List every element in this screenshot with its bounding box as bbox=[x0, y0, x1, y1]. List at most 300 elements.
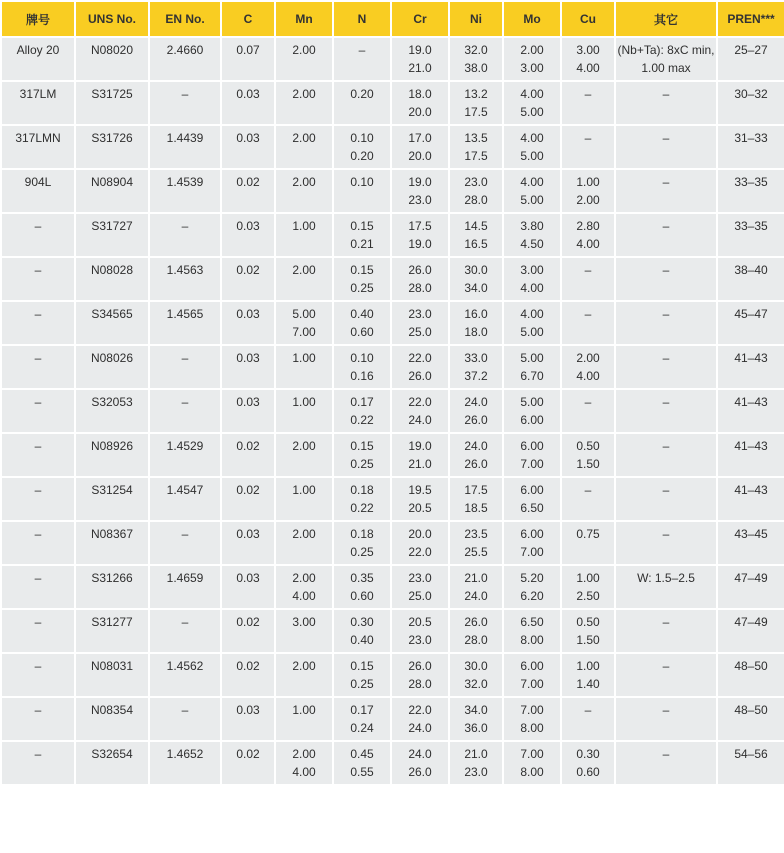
cell-value: 6.50 bbox=[520, 501, 544, 515]
cell-value: 0.22 bbox=[350, 413, 374, 427]
cell-value: 4.00 bbox=[520, 175, 544, 189]
cell-value: 0.02 bbox=[236, 263, 260, 277]
table-cell bbox=[616, 346, 716, 388]
cell-value: 19.0 bbox=[408, 43, 432, 57]
cell-value: 1.4565 bbox=[166, 307, 204, 321]
table-cell bbox=[150, 390, 220, 432]
cell-value: 24.0 bbox=[464, 439, 488, 453]
table-cell bbox=[616, 610, 716, 652]
cell-value: 5.20 bbox=[520, 571, 544, 585]
cell-value: 8.00 bbox=[520, 721, 544, 735]
table-row bbox=[2, 610, 784, 652]
table-cell bbox=[504, 390, 560, 432]
table-cell bbox=[450, 170, 502, 212]
table-cell bbox=[150, 170, 220, 212]
table-cell bbox=[616, 170, 716, 212]
cell-value: 38–40 bbox=[734, 263, 768, 277]
cell-value: 23.0 bbox=[408, 193, 432, 207]
cell-value: 0.60 bbox=[350, 589, 374, 603]
cell-value: 5.00 bbox=[520, 325, 544, 339]
cell-value: – bbox=[34, 483, 42, 497]
table-cell bbox=[150, 434, 220, 476]
table-row bbox=[2, 302, 784, 344]
cell-value: 5.00 bbox=[520, 105, 544, 119]
table-cell bbox=[2, 566, 74, 608]
cell-value: 2.00 bbox=[292, 263, 316, 277]
cell-value: 28.0 bbox=[464, 193, 488, 207]
column-header: Mo bbox=[504, 2, 560, 36]
cell-value: 31–33 bbox=[734, 131, 768, 145]
cell-value: 0.45 bbox=[350, 747, 374, 761]
cell-value: 33.0 bbox=[464, 351, 488, 365]
cell-value: 0.24 bbox=[350, 721, 374, 735]
cell-value: – bbox=[662, 175, 670, 189]
cell-value: 5.00 bbox=[520, 351, 544, 365]
cell-value: 23.0 bbox=[408, 633, 432, 647]
cell-value: 1.4659 bbox=[166, 571, 204, 585]
cell-value: 54–56 bbox=[734, 747, 768, 761]
cell-value: 0.15 bbox=[350, 439, 374, 453]
cell-value: – bbox=[662, 87, 670, 101]
cell-value: 0.16 bbox=[350, 369, 374, 383]
table-cell bbox=[2, 214, 74, 256]
table-cell bbox=[504, 214, 560, 256]
cell-value: 0.02 bbox=[236, 659, 260, 673]
cell-value: 1.4529 bbox=[166, 439, 204, 453]
table-cell bbox=[616, 38, 716, 80]
cell-value: 0.10 bbox=[350, 175, 374, 189]
table-cell bbox=[392, 214, 448, 256]
cell-value: 1.4539 bbox=[166, 175, 204, 189]
table-row bbox=[2, 434, 784, 476]
cell-value: 24.0 bbox=[408, 747, 432, 761]
table-cell bbox=[150, 610, 220, 652]
cell-value: 18.0 bbox=[464, 325, 488, 339]
table-row bbox=[2, 214, 784, 256]
cell-value: 2.00 bbox=[292, 175, 316, 189]
table-cell bbox=[718, 126, 784, 168]
cell-value: N08026 bbox=[90, 351, 134, 365]
cell-value: 317LMN bbox=[15, 131, 61, 145]
table-cell bbox=[222, 478, 274, 520]
table-cell bbox=[562, 478, 614, 520]
table-cell bbox=[150, 478, 220, 520]
cell-value: – bbox=[181, 703, 189, 717]
cell-value: – bbox=[181, 219, 189, 233]
cell-value: 3.00 bbox=[292, 615, 316, 629]
cell-value: 36.0 bbox=[464, 721, 488, 735]
cell-value: 20.0 bbox=[408, 527, 432, 541]
cell-value: – bbox=[662, 483, 670, 497]
cell-value: 0.17 bbox=[350, 395, 374, 409]
table-cell bbox=[450, 346, 502, 388]
cell-value: – bbox=[34, 351, 42, 365]
table-cell bbox=[562, 346, 614, 388]
table-row bbox=[2, 170, 784, 212]
table-cell bbox=[504, 742, 560, 784]
cell-value: 24.0 bbox=[408, 721, 432, 735]
cell-value: 16.0 bbox=[464, 307, 488, 321]
table-cell bbox=[504, 434, 560, 476]
cell-value: 0.02 bbox=[236, 747, 260, 761]
table-cell bbox=[222, 170, 274, 212]
table-cell bbox=[718, 522, 784, 564]
table-cell bbox=[616, 258, 716, 300]
cell-value: – bbox=[662, 439, 670, 453]
table-cell bbox=[718, 610, 784, 652]
table-row bbox=[2, 390, 784, 432]
cell-value: 23.0 bbox=[464, 765, 488, 779]
table-cell bbox=[504, 610, 560, 652]
cell-value: S31277 bbox=[91, 615, 133, 629]
cell-value: – bbox=[181, 615, 189, 629]
column-header: C bbox=[222, 2, 274, 36]
table-cell bbox=[222, 390, 274, 432]
cell-value: W: 1.5–2.5 bbox=[637, 571, 695, 585]
cell-value: 0.03 bbox=[236, 571, 260, 585]
cell-value: 28.0 bbox=[464, 633, 488, 647]
table-cell bbox=[150, 522, 220, 564]
cell-value: – bbox=[34, 307, 42, 321]
table-cell bbox=[392, 654, 448, 696]
table-cell bbox=[2, 170, 74, 212]
cell-value: 4.00 bbox=[520, 307, 544, 321]
table-cell bbox=[276, 302, 332, 344]
table-cell bbox=[392, 126, 448, 168]
table-cell bbox=[150, 654, 220, 696]
table-cell bbox=[150, 566, 220, 608]
table-cell bbox=[450, 478, 502, 520]
cell-value: – bbox=[584, 483, 592, 497]
table-cell bbox=[334, 522, 390, 564]
cell-value: 4.00 bbox=[292, 765, 316, 779]
table-cell bbox=[718, 698, 784, 740]
cell-value: 14.5 bbox=[464, 219, 488, 233]
cell-value: 0.03 bbox=[236, 219, 260, 233]
cell-value: 34.0 bbox=[464, 281, 488, 295]
cell-value: 0.17 bbox=[350, 703, 374, 717]
column-header: N bbox=[334, 2, 390, 36]
cell-value: 22.0 bbox=[408, 395, 432, 409]
table-cell bbox=[334, 434, 390, 476]
table-cell bbox=[392, 522, 448, 564]
cell-value: – bbox=[662, 703, 670, 717]
table-cell bbox=[222, 522, 274, 564]
table-cell bbox=[392, 742, 448, 784]
cell-value: 8.00 bbox=[520, 765, 544, 779]
cell-value: – bbox=[584, 307, 592, 321]
table-cell bbox=[562, 610, 614, 652]
table-cell bbox=[222, 566, 274, 608]
cell-value: 28.0 bbox=[408, 677, 432, 691]
table-cell bbox=[450, 742, 502, 784]
cell-value: 1.00 bbox=[576, 571, 600, 585]
table-cell bbox=[504, 478, 560, 520]
table-cell bbox=[718, 742, 784, 784]
cell-value: 0.18 bbox=[350, 527, 374, 541]
cell-value: 0.02 bbox=[236, 439, 260, 453]
table-cell bbox=[76, 478, 148, 520]
cell-value: 1.00 bbox=[292, 219, 316, 233]
table-cell bbox=[150, 698, 220, 740]
cell-value: 41–43 bbox=[734, 395, 768, 409]
table-cell bbox=[2, 610, 74, 652]
cell-value: 317LM bbox=[19, 87, 57, 101]
table-cell bbox=[450, 38, 502, 80]
cell-value: 0.60 bbox=[350, 325, 374, 339]
table-cell bbox=[718, 258, 784, 300]
table-cell bbox=[450, 698, 502, 740]
table-cell bbox=[562, 522, 614, 564]
cell-value: 24.0 bbox=[408, 413, 432, 427]
table-cell bbox=[334, 302, 390, 344]
cell-value: – bbox=[662, 659, 670, 673]
cell-value: N08354 bbox=[90, 703, 134, 717]
table-cell bbox=[276, 126, 332, 168]
cell-value: 26.0 bbox=[408, 369, 432, 383]
cell-value: 1.4652 bbox=[166, 747, 204, 761]
table-cell bbox=[334, 170, 390, 212]
cell-value: 6.00 bbox=[520, 413, 544, 427]
cell-value: 6.00 bbox=[520, 527, 544, 541]
cell-value: 19.0 bbox=[408, 175, 432, 189]
column-header: Cr bbox=[392, 2, 448, 36]
cell-value: – bbox=[34, 571, 42, 585]
cell-value: 25–27 bbox=[734, 43, 768, 57]
table-cell bbox=[150, 742, 220, 784]
cell-value: S32053 bbox=[91, 395, 133, 409]
cell-value: 48–50 bbox=[734, 659, 768, 673]
cell-value: 0.02 bbox=[236, 175, 260, 189]
cell-value: 0.30 bbox=[576, 747, 600, 761]
cell-value: 30.0 bbox=[464, 659, 488, 673]
cell-value: 4.00 bbox=[292, 589, 316, 603]
cell-value: 4.50 bbox=[520, 237, 544, 251]
table-cell bbox=[392, 698, 448, 740]
table-cell bbox=[392, 82, 448, 124]
cell-value: 1.50 bbox=[576, 457, 600, 471]
cell-value: 28.0 bbox=[408, 281, 432, 295]
table-cell bbox=[276, 346, 332, 388]
table-cell bbox=[450, 566, 502, 608]
cell-value: 13.5 bbox=[464, 131, 488, 145]
cell-value: 22.0 bbox=[408, 703, 432, 717]
cell-value: 1.00 bbox=[576, 659, 600, 673]
cell-value: 1.00 bbox=[292, 395, 316, 409]
cell-value: 0.60 bbox=[576, 765, 600, 779]
cell-value: 25.0 bbox=[408, 325, 432, 339]
table-cell bbox=[504, 38, 560, 80]
cell-value: 18.0 bbox=[408, 87, 432, 101]
table-cell bbox=[222, 698, 274, 740]
table-cell bbox=[616, 698, 716, 740]
cell-value: 0.20 bbox=[350, 87, 374, 101]
cell-value: 22.0 bbox=[408, 545, 432, 559]
table-cell bbox=[2, 82, 74, 124]
table-row bbox=[2, 478, 784, 520]
cell-value: 2.80 bbox=[576, 219, 600, 233]
column-header: 牌号 bbox=[2, 2, 74, 36]
cell-value: 18.5 bbox=[464, 501, 488, 515]
cell-value: – bbox=[584, 263, 592, 277]
cell-value: 16.5 bbox=[464, 237, 488, 251]
cell-value: 1.00 bbox=[292, 483, 316, 497]
table-cell bbox=[616, 126, 716, 168]
table-cell bbox=[2, 258, 74, 300]
table-cell bbox=[616, 390, 716, 432]
cell-value: 1.00 max bbox=[641, 61, 691, 75]
cell-value: 21.0 bbox=[464, 747, 488, 761]
cell-value: (Nb+Ta): 8xC min, bbox=[617, 43, 715, 57]
cell-value: N08367 bbox=[90, 527, 134, 541]
column-header: EN No. bbox=[150, 2, 220, 36]
column-header: Ni bbox=[450, 2, 502, 36]
cell-value: 0.18 bbox=[350, 483, 374, 497]
cell-value: – bbox=[34, 219, 42, 233]
cell-value: 1.00 bbox=[576, 175, 600, 189]
cell-value: 33–35 bbox=[734, 219, 768, 233]
cell-value: – bbox=[34, 527, 42, 541]
cell-value: – bbox=[34, 747, 42, 761]
cell-value: 2.00 bbox=[292, 439, 316, 453]
cell-value: 7.00 bbox=[520, 703, 544, 717]
table-cell bbox=[334, 566, 390, 608]
table-cell bbox=[76, 258, 148, 300]
cell-value: – bbox=[34, 263, 42, 277]
cell-value: – bbox=[584, 395, 592, 409]
cell-value: 0.15 bbox=[350, 659, 374, 673]
cell-value: 26.0 bbox=[464, 457, 488, 471]
table-cell bbox=[450, 302, 502, 344]
cell-value: 904L bbox=[24, 175, 52, 189]
cell-value: S32654 bbox=[91, 747, 133, 761]
cell-value: 8.00 bbox=[520, 633, 544, 647]
table-body bbox=[2, 38, 784, 784]
table-row bbox=[2, 38, 784, 80]
table-cell bbox=[222, 38, 274, 80]
table-cell bbox=[616, 214, 716, 256]
cell-value: – bbox=[584, 703, 592, 717]
table-cell bbox=[76, 742, 148, 784]
table-cell bbox=[392, 478, 448, 520]
table-cell bbox=[562, 390, 614, 432]
cell-value: 34.0 bbox=[464, 703, 488, 717]
cell-value: 19.0 bbox=[408, 439, 432, 453]
table-cell bbox=[276, 698, 332, 740]
table-cell bbox=[76, 522, 148, 564]
cell-value: 22.0 bbox=[408, 351, 432, 365]
cell-value: 2.00 bbox=[520, 43, 544, 57]
cell-value: 5.00 bbox=[520, 149, 544, 163]
header-row bbox=[2, 2, 784, 36]
table-cell bbox=[334, 610, 390, 652]
cell-value: 32.0 bbox=[464, 677, 488, 691]
cell-value: 2.00 bbox=[292, 87, 316, 101]
table-cell bbox=[718, 346, 784, 388]
cell-value: 0.25 bbox=[350, 677, 374, 691]
cell-value: 0.30 bbox=[350, 615, 374, 629]
cell-value: 19.5 bbox=[408, 483, 432, 497]
cell-value: 5.00 bbox=[520, 395, 544, 409]
table-cell bbox=[276, 170, 332, 212]
table-cell bbox=[450, 654, 502, 696]
table-cell bbox=[2, 346, 74, 388]
table-cell bbox=[222, 302, 274, 344]
cell-value: S31726 bbox=[91, 131, 133, 145]
cell-value: 20.0 bbox=[408, 105, 432, 119]
column-header: Cu bbox=[562, 2, 614, 36]
cell-value: 7.00 bbox=[520, 747, 544, 761]
table-cell bbox=[334, 126, 390, 168]
column-header: 其它 bbox=[616, 2, 716, 36]
table-cell bbox=[504, 258, 560, 300]
table-cell bbox=[562, 566, 614, 608]
table-cell bbox=[76, 698, 148, 740]
table-cell bbox=[562, 82, 614, 124]
table-cell bbox=[76, 82, 148, 124]
table-row bbox=[2, 346, 784, 388]
cell-value: 20.0 bbox=[408, 149, 432, 163]
cell-value: 0.20 bbox=[350, 149, 374, 163]
table-cell bbox=[2, 742, 74, 784]
cell-value: – bbox=[34, 659, 42, 673]
table-cell bbox=[334, 654, 390, 696]
table-cell bbox=[562, 38, 614, 80]
table-cell bbox=[276, 38, 332, 80]
table-cell bbox=[718, 478, 784, 520]
cell-value: N08926 bbox=[90, 439, 134, 453]
table-cell bbox=[222, 126, 274, 168]
cell-value: 6.50 bbox=[520, 615, 544, 629]
cell-value: 2.00 bbox=[292, 571, 316, 585]
cell-value: 0.15 bbox=[350, 219, 374, 233]
cell-value: 21.0 bbox=[408, 61, 432, 75]
cell-value: 30.0 bbox=[464, 263, 488, 277]
cell-value: 2.00 bbox=[292, 131, 316, 145]
cell-value: 24.0 bbox=[464, 589, 488, 603]
table-cell bbox=[76, 170, 148, 212]
table-cell bbox=[76, 346, 148, 388]
table-cell bbox=[76, 610, 148, 652]
table-cell bbox=[222, 742, 274, 784]
table-row bbox=[2, 82, 784, 124]
cell-value: 32.0 bbox=[464, 43, 488, 57]
cell-value: 0.50 bbox=[576, 615, 600, 629]
cell-value: 0.03 bbox=[236, 703, 260, 717]
table-cell bbox=[616, 302, 716, 344]
table-cell bbox=[450, 434, 502, 476]
table-cell bbox=[222, 610, 274, 652]
table-cell bbox=[334, 742, 390, 784]
table-cell bbox=[562, 434, 614, 476]
cell-value: 6.00 bbox=[520, 659, 544, 673]
table-cell bbox=[616, 478, 716, 520]
cell-value: N08020 bbox=[90, 43, 134, 57]
table-cell bbox=[450, 522, 502, 564]
cell-value: 26.0 bbox=[408, 659, 432, 673]
table-cell bbox=[2, 478, 74, 520]
table-cell bbox=[504, 522, 560, 564]
table-cell bbox=[276, 742, 332, 784]
table-cell bbox=[616, 742, 716, 784]
cell-value: – bbox=[34, 439, 42, 453]
table-cell bbox=[222, 434, 274, 476]
table-cell bbox=[562, 698, 614, 740]
cell-value: 0.25 bbox=[350, 545, 374, 559]
cell-value: S34565 bbox=[91, 307, 133, 321]
cell-value: 19.0 bbox=[408, 237, 432, 251]
table-cell bbox=[222, 214, 274, 256]
